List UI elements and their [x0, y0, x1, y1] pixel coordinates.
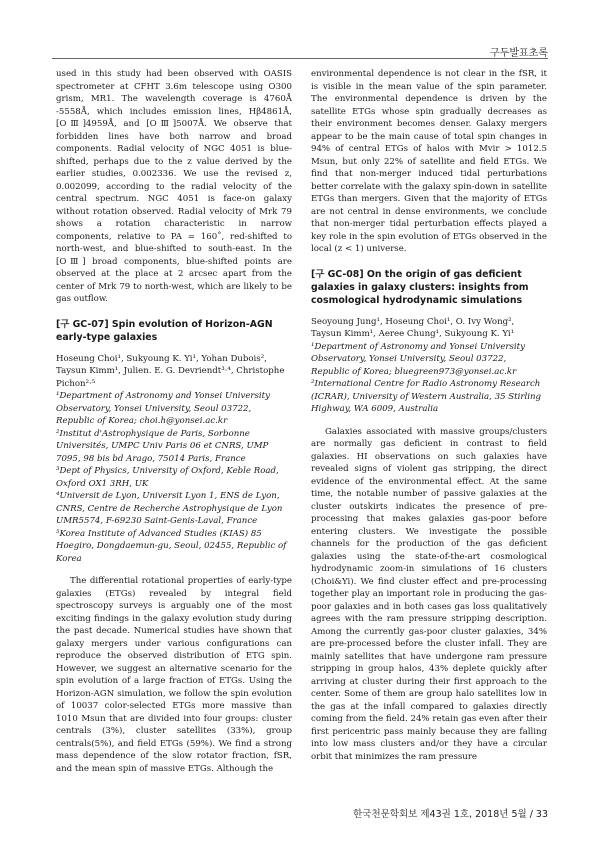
abstract-tag: [구 GC-07]: [56, 318, 109, 330]
abstract-body: Galaxies associated with massive groups/clusters are normally gas deficient in contrast to field galaxies. HI observations on such galaxies have revealed signs of violent gas stripping, the direct evidence of the environmental effect. At the same time, the notable number of passive galaxies at the cluster outskirts indicates the presence of pre-processing that makes galaxies gas-poor before entering clusters. We investigate the possible channels for the production of the gas deficient galaxies using the state-of-the-art cosmological hydrodynamic zoom-in simulations of 16 clusters (Choi&Yi). We find cluster effect and pre-processing together play an important role in producing the gas-poor galaxies and in both cases gas loss qualitatively agrees with the ram pressure stripping description. Among the currently gas-poor cluster galaxies, 34% are pre-processed before the cluster infall. They are mainly satellites that have undergone ram pressure stripping in group halos, 43% deplete quickly after arriving at cluster during their first approach to the center. Some of them are group halo satellites low in the gas at the infall compared to galaxies directly coming from the field. 24% retain gas even after their first pericentric pass mainly because they are falling into low mass clusters and/or they have a circular orbit that minimizes the ram pressure: [311, 426, 547, 762]
section-header-label: 구두발표초록: [490, 48, 548, 59]
continuation-text: used in this study had been observed with OASIS spectrometer at CFHT 3.6m telescope using O300 grism, MR1. The wavelength coverage is 4760Å -5558Å, which includes emission lines, Hβ4861Å, [OⅢ]4959Å, and [OⅢ]5007Å. We observe that forbidden lines have both narrow and broad components. Radial velocity of NGC 4051 is blue-shifted, perhaps due to the z value derived by the earlier studies, 0.002336. We use the revised z, 0.002099, according to the radial velocity of the central spectrum. NGC 4051 is face-on galaxy without rotation observed. Radial velocity of Mrk 79 shows a rotation characteristic in narrow components, relative to PA = 160˚, red-shifted to north-west, and blue-shifted to south-east. In the [OⅢ] broad components, blue-shifted points are observed at the place at 2 arcsec apart from the center of Mrk 79 to north-west, which are likely to be gas outflow.: [56, 69, 292, 304]
left-column: [56, 68, 292, 775]
right-column: [311, 68, 547, 763]
abstract-title-text: On the origin of gas deficient galaxies in galaxy clusters: insights from cosmological hydrodynamic simulations: [311, 268, 529, 306]
affiliation-list: [311, 341, 547, 416]
abstract-title: [56, 318, 292, 344]
author-list: Hoseung Choi¹, Sukyoung K. Yi¹, Yohan Dubois², Taysun Kimm¹, Julien. E. G. Devriendt³·⁴, Christophe Pichon²·⁵: [56, 353, 285, 389]
abstract-body: The differential rotational properties of early-type galaxies (ETGs) revealed by integral field spectroscopy surveys is arguably one of the most exciting findings in the galaxy evolution study during the past decade. Numerical studies have shown that galaxy mergers under various configurations can reproduce the observed distribution of ETG spin. However, we suggest an alternative scenario for the spin evolution of a large fraction of ETGs. Using the Horizon-AGN simulation, we follow the spin evolution of 10037 color-selected ETGs more massive than 1010 Msun that are divided into four groups: cluster centrals (3%), cluster satellites (33%), group centrals(5%), and field ETGs (59%). We find a strong mass dependence of the slow rotator fraction, fSR, and the mean spin of massive ETGs. Although the: [56, 576, 292, 774]
abstract-tag: [구 GC-08]: [311, 268, 364, 280]
affiliation: ¹Department of Astronomy and Yonsei University Observatory, Yonsei University, Seoul 03722, Republic of Korea; choi.h@yonsei.ac.kr: [56, 391, 270, 426]
abstract-title: [311, 268, 547, 307]
affiliation: ²Institut d'Astrophysique de Paris, Sorbonne Universités, UMPC Univ Paris 06 et CNRS, UMP 7095, 98 bis bd Arago, 75014 Paris, France: [56, 428, 269, 464]
continuation-text: environmental dependence is not clear in the fSR, it is visible in the mean value of the spin parameter. The environmental dependence is driven by the satellite ETGs whose spin gradually decreases as their environment becomes denser. Galaxy mergers appear to be the main cause of total spin changes in 94% of central ETGs of halos with Mvir > 1012.5 Msun, but only 22% of satellite and field ETGs. We find that non-merger induced tidal perturbations better correlate with the galaxy spin-down in satellite ETGs than mergers. Given that the majority of ETGs are not central in dense environments, we conclude that non-merger tidal perturbation effects played a key role in the spin evolution of ETGs observed in the local (z < 1) universe.: [311, 69, 547, 254]
affiliation: ¹Department of Astronomy and Yonsei University Observatory, Yonsei University, Seoul 03722, Republic of Korea; bluegreen973@yonsei.ac.kr: [311, 341, 525, 377]
abstract-title-text: Spin evolution of Horizon-AGN early-type galaxies: [56, 318, 273, 343]
header-rule: [52, 58, 548, 59]
affiliation: ³Dept of Physics, University of Oxford, Keble Road, Oxford OX1 3RH, UK: [56, 466, 279, 489]
affiliation: ⁵Korea Institute of Advanced Studies (KIAS) 85 Hoegiro, Dongdaemun-gu, Seoul, 02455, Republic of Korea: [56, 528, 287, 564]
journal-footer: 한국천문학회보 제43권 1호, 2018년 5월 / 33: [353, 809, 548, 820]
affiliation-list: [56, 390, 292, 565]
affiliation: ⁴Universit de Lyon, Universit Lyon 1, ENS de Lyon, CNRS, Centre de Recherche Astrophysique de Lyon UMR5574, F-69230 Saint-Genis-Laval, France: [56, 491, 283, 526]
affiliation: ²International Centre for Radio Astronomy Research (ICRAR), University of Western Australia, 35 Stirling Highway, WA 6009, Australia: [311, 379, 542, 414]
author-list: Seoyoung Jung¹, Hoseung Choi¹, O. Ivy Wong², Taysun Kimm¹, Aeree Chung¹, Sukyoung K. Yi¹: [311, 316, 515, 339]
